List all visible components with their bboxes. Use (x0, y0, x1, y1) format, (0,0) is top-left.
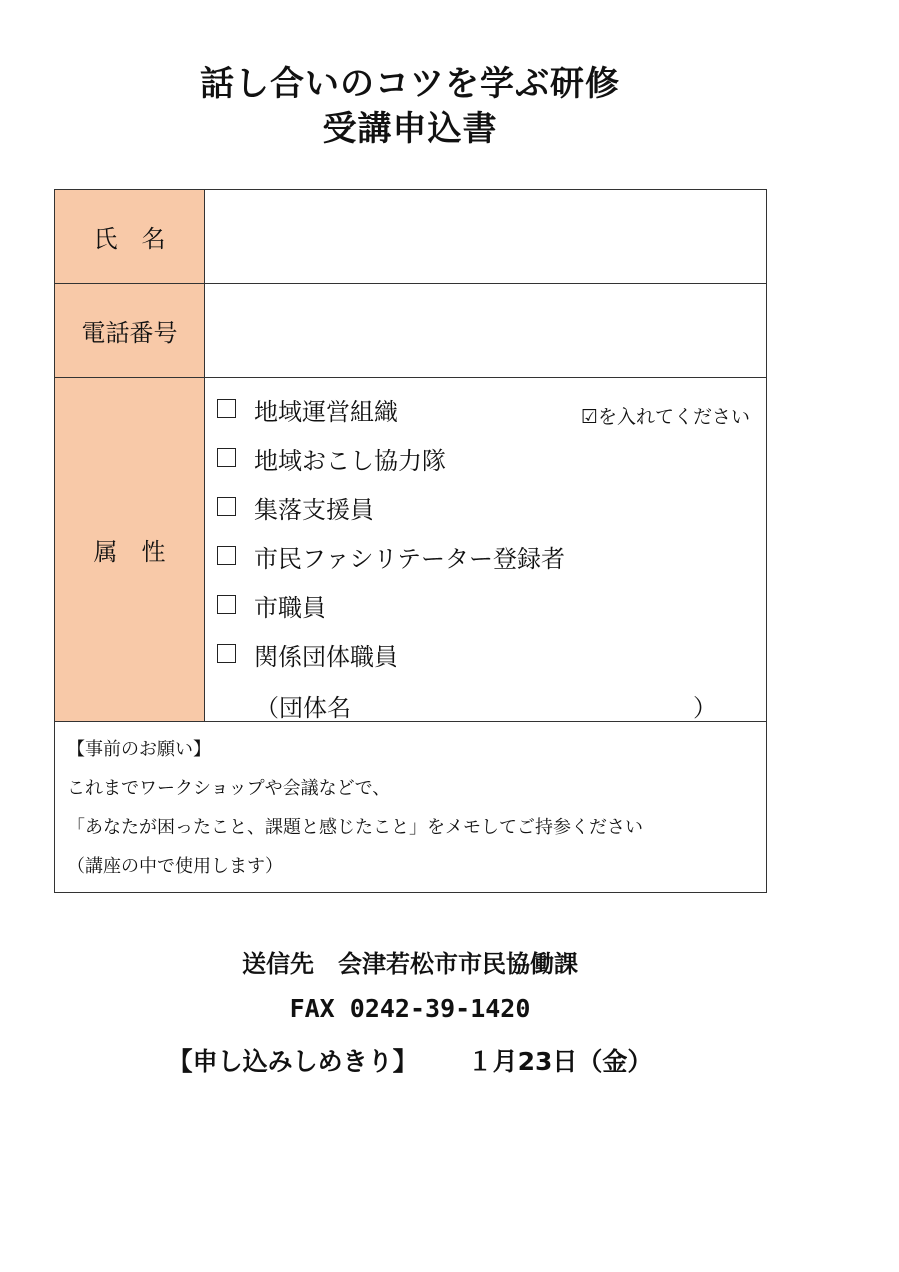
form-title: 話し合いのコツを学ぶ研修 (200, 64, 620, 104)
checkbox[interactable] (217, 546, 236, 565)
org-name-open: （団体名 (255, 694, 351, 722)
organization-name-field[interactable] (255, 688, 717, 723)
checkbox[interactable] (217, 448, 236, 467)
name-field[interactable] (205, 190, 767, 284)
checkbox[interactable] (217, 497, 236, 516)
attribute-options-cell (205, 378, 767, 722)
name-label: 氏 名 (55, 190, 205, 284)
note-line-1: これまでワークショップや会議などで、 (67, 778, 391, 799)
option-city-staff[interactable] (217, 588, 565, 637)
deadline (0, 1042, 820, 1078)
deadline-date: １月23日（金） (467, 1047, 653, 1076)
option-facilitator[interactable] (217, 539, 565, 588)
phone-field[interactable] (205, 284, 767, 378)
send-to: 送信先 会津若松市市民協働課 (242, 950, 578, 978)
option-village-supporter[interactable] (217, 490, 565, 539)
attribute-label: 属 性 (55, 378, 205, 722)
option-label: 市民ファシリテーター登録者 (254, 545, 566, 573)
form-subtitle: 受講申込書 (322, 109, 498, 149)
application-form-table (54, 189, 767, 893)
option-community-revitalization[interactable] (217, 441, 565, 490)
option-related-org-staff[interactable] (217, 637, 565, 686)
option-regional-org[interactable] (217, 392, 565, 441)
option-label: 集落支援員 (254, 496, 374, 524)
deadline-label: 【申し込みしめきり】 (167, 1047, 418, 1076)
note-line-2: 「あなたが困ったこと、課題と感じたこと」をメモしてご持参ください (67, 817, 643, 838)
option-label: 地域おこし協力隊 (254, 447, 446, 475)
checkbox[interactable] (217, 595, 236, 614)
checkbox[interactable] (217, 399, 236, 418)
note-heading: 【事前のお願い】 (67, 739, 211, 760)
option-label: 市職員 (254, 594, 326, 622)
fax-number: FAX 0242-39-1420 (289, 994, 531, 1023)
option-label: 地域運営組織 (254, 398, 398, 426)
phone-label: 電話番号 (55, 284, 205, 378)
checkbox[interactable] (217, 644, 236, 663)
check-hint: ☑を入れてください (580, 406, 750, 428)
advance-request-note (55, 722, 767, 893)
org-name-close: ） (693, 694, 717, 722)
note-line-3: （講座の中で使用します） (67, 856, 283, 877)
option-label: 関係団体職員 (254, 643, 398, 671)
